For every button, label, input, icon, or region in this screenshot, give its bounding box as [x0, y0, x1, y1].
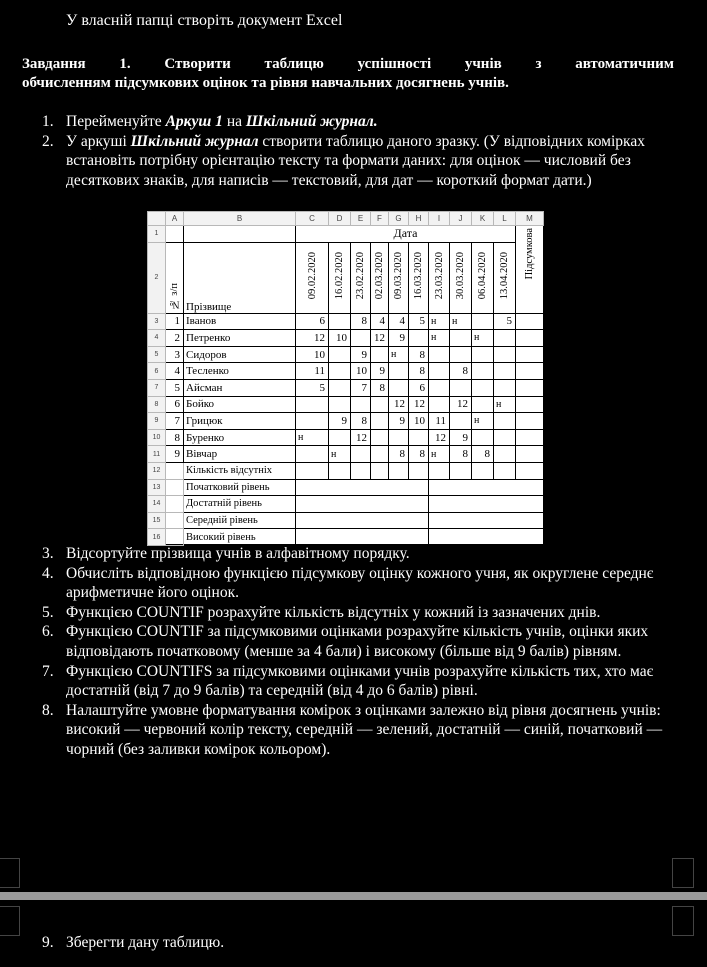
row-header[interactable]: 7: [148, 379, 166, 396]
row-header[interactable]: 5: [148, 346, 166, 363]
level-count-cell[interactable]: [296, 479, 429, 496]
row-header[interactable]: 16: [148, 529, 166, 546]
total-header-text: Підсумкова: [524, 228, 535, 280]
date-header[interactable]: [409, 242, 429, 313]
student-name[interactable]: Грицюк: [184, 413, 296, 430]
absence-cell[interactable]: н: [429, 446, 450, 463]
step-text: У аркуші: [66, 132, 131, 150]
grade-cell[interactable]: [494, 346, 516, 363]
cell[interactable]: [516, 462, 544, 479]
total-cell[interactable]: [516, 413, 544, 430]
grade-cell[interactable]: [389, 379, 409, 396]
level-label[interactable]: Високий рівень: [184, 529, 296, 546]
instruction-step: [42, 662, 682, 701]
level-percent-cell[interactable]: [429, 512, 544, 529]
row-header[interactable]: 1: [148, 226, 166, 243]
grade-cell[interactable]: [494, 330, 516, 347]
date-header[interactable]: [351, 242, 371, 313]
grade-cell[interactable]: [371, 396, 389, 413]
step-text: Обчисліть відповідною функцією підсумкову оцінку кожного учня, як округлене середнє арифметичне його оцінок.: [66, 564, 654, 602]
document-title: У власній папці створіть документ Excel: [66, 12, 343, 29]
grade-cell[interactable]: 8: [351, 313, 371, 330]
grade-cell[interactable]: 12: [371, 330, 389, 347]
heading-word: автоматичним: [575, 56, 674, 72]
step-number: 6.: [42, 623, 54, 641]
grade-cell[interactable]: [429, 346, 450, 363]
column-header[interactable]: I: [429, 212, 450, 226]
student-row: [148, 429, 544, 446]
grade-cell[interactable]: 9: [389, 413, 409, 430]
instructions-list-top: [42, 112, 652, 190]
date-text: 23.03.2020: [433, 252, 445, 300]
level-percent-cell[interactable]: [429, 479, 544, 496]
grade-cell[interactable]: 10: [409, 413, 429, 430]
heading-word: 1.: [119, 56, 131, 72]
instruction-step: [42, 603, 682, 623]
cell[interactable]: [166, 496, 184, 513]
step-number: 1.: [42, 113, 54, 130]
column-header[interactable]: B: [184, 212, 296, 226]
absent-count-cell[interactable]: [429, 462, 450, 479]
date-text: 02.03.2020: [374, 252, 385, 300]
grade-cell[interactable]: 5: [409, 313, 429, 330]
row-header[interactable]: 2: [148, 242, 166, 313]
date-header[interactable]: [389, 242, 409, 313]
cell[interactable]: [166, 226, 184, 243]
absence-cell[interactable]: н: [494, 396, 516, 413]
student-name[interactable]: Бойко: [184, 396, 296, 413]
sheet-table: [147, 211, 544, 546]
grade-cell[interactable]: [329, 379, 351, 396]
step-text: Відсортуйте прізвища учнів в алфавітному порядку.: [66, 545, 410, 562]
step-text: на: [222, 113, 246, 130]
instruction-step: [42, 544, 682, 564]
absence-cell[interactable]: н: [429, 313, 450, 330]
grade-cell[interactable]: [389, 363, 409, 380]
grade-cell[interactable]: [371, 429, 389, 446]
row-header[interactable]: 15: [148, 512, 166, 529]
total-cell[interactable]: [516, 379, 544, 396]
student-row: [148, 330, 544, 347]
instruction-step: [42, 112, 652, 132]
grade-cell[interactable]: [450, 379, 472, 396]
grade-cell[interactable]: [371, 446, 389, 463]
column-header[interactable]: D: [329, 212, 351, 226]
surname-header[interactable]: Прізвище: [184, 242, 296, 313]
column-header[interactable]: G: [389, 212, 409, 226]
grade-cell[interactable]: [329, 396, 351, 413]
row-header[interactable]: 14: [148, 496, 166, 513]
step-text: Функцією COUNTIF за підсумковими оцінками розрахуйте кількість учнів, оцінки яких відповідають початковому (менше за 4 бали) і високому (більше від 9 балів) рівням.: [66, 623, 649, 660]
instruction-step: 9. Зберегти дану таблицю.: [42, 934, 225, 951]
number-header[interactable]: [166, 242, 184, 313]
grade-cell[interactable]: [371, 413, 389, 430]
absence-cell[interactable]: н: [472, 413, 494, 430]
level-label[interactable]: Достатній рівень: [184, 496, 296, 513]
grade-cell[interactable]: [351, 446, 371, 463]
emphasis-text: Аркуш 1: [165, 113, 223, 130]
step-number: 8.: [42, 701, 54, 719]
row-header[interactable]: 4: [148, 330, 166, 347]
grade-cell[interactable]: 8: [389, 446, 409, 463]
student-name[interactable]: Петренко: [184, 330, 296, 347]
instruction-step: [42, 564, 682, 603]
absence-cell[interactable]: н: [450, 313, 472, 330]
grade-cell[interactable]: 8: [472, 446, 494, 463]
step-number: 2.: [42, 132, 54, 150]
absent-count-cell[interactable]: [371, 462, 389, 479]
total-cell[interactable]: [516, 429, 544, 446]
grade-cell[interactable]: 5: [494, 313, 516, 330]
date-group-header[interactable]: Дата: [296, 226, 516, 243]
column-header[interactable]: H: [409, 212, 429, 226]
grade-cell[interactable]: [296, 446, 329, 463]
column-header[interactable]: F: [371, 212, 389, 226]
total-cell[interactable]: [516, 346, 544, 363]
task-heading-line-2: обчисленням підсумкових оцінок та рівня навчальних досягнень учнів.: [22, 75, 509, 91]
date-header[interactable]: [494, 242, 516, 313]
date-text: 09.03.2020: [393, 252, 404, 300]
row-header[interactable]: 6: [148, 363, 166, 380]
grade-cell[interactable]: 12: [409, 396, 429, 413]
student-row: [148, 446, 544, 463]
grade-cell[interactable]: [450, 346, 472, 363]
student-number[interactable]: 3: [166, 346, 184, 363]
date-text: 06.04.2020: [477, 252, 488, 300]
student-number[interactable]: 1: [166, 313, 184, 330]
grade-cell[interactable]: 8: [409, 446, 429, 463]
grade-cell[interactable]: 10: [296, 346, 329, 363]
column-header[interactable]: A: [166, 212, 184, 226]
column-header[interactable]: E: [351, 212, 371, 226]
date-text: 16.03.2020: [413, 252, 424, 300]
student-number[interactable]: 2: [166, 330, 184, 347]
absent-count-label[interactable]: Кількість відсутніх: [184, 462, 296, 479]
grade-cell[interactable]: 12: [296, 330, 329, 347]
grade-cell[interactable]: [351, 330, 371, 347]
grade-cell[interactable]: 6: [409, 379, 429, 396]
absence-cell[interactable]: н: [296, 429, 329, 446]
grade-cell[interactable]: [494, 446, 516, 463]
grade-cell[interactable]: [409, 429, 429, 446]
absent-count-cell[interactable]: [351, 462, 371, 479]
level-percent-cell[interactable]: [429, 496, 544, 513]
date-header[interactable]: [329, 242, 351, 313]
cell[interactable]: [184, 226, 296, 243]
absent-count-cell[interactable]: [450, 462, 472, 479]
absent-count-cell[interactable]: [409, 462, 429, 479]
grade-cell[interactable]: 8: [351, 413, 371, 430]
grade-cell[interactable]: 10: [351, 363, 371, 380]
row-header[interactable]: 8: [148, 396, 166, 413]
grade-cell[interactable]: 8: [371, 379, 389, 396]
total-header[interactable]: [516, 226, 544, 314]
step-text: Функцією COUNTIFS за підсумковими оцінками учнів розрахуйте кількість тих, хто має достатній (від 7 до 9 балів) та середній (від 4 до 6 балів) рівні.: [66, 662, 654, 700]
step-text: створити таблицю даного зразку. (У відповідних комірках встановіть потрібну орієнтацію тексту та формати даних: для оцінок — числовий без десяткових знаків, для написів — текстовий, для дат — короткий формат дати.): [66, 132, 645, 189]
instruction-step: [42, 622, 682, 661]
heading-word: з: [535, 56, 542, 72]
level-count-cell[interactable]: [296, 496, 429, 513]
cell[interactable]: [166, 462, 184, 479]
level-percent-cell[interactable]: [429, 529, 544, 546]
select-all-corner[interactable]: [148, 212, 166, 226]
date-text: 23.02.2020: [355, 252, 366, 300]
grade-cell[interactable]: [472, 346, 494, 363]
grade-cell[interactable]: [429, 379, 450, 396]
grade-cell[interactable]: 5: [296, 379, 329, 396]
grade-cell[interactable]: [472, 429, 494, 446]
row-header[interactable]: 13: [148, 479, 166, 496]
grade-cell[interactable]: [429, 396, 450, 413]
grade-cell[interactable]: 12: [450, 396, 472, 413]
cell[interactable]: [166, 479, 184, 496]
grade-cell[interactable]: [472, 396, 494, 413]
date-header[interactable]: [429, 242, 450, 313]
sheet-row: [148, 226, 544, 243]
sheet-row: [148, 242, 544, 313]
step-text: Функцією COUNTIF розрахуйте кількість відсутніх у кожний із зазначених днів.: [66, 603, 601, 621]
heading-word: таблицю: [264, 56, 324, 72]
grade-cell[interactable]: [296, 413, 329, 430]
task-heading-line-1: [22, 55, 674, 74]
total-cell[interactable]: [516, 313, 544, 330]
grade-cell[interactable]: [409, 330, 429, 347]
grade-cell[interactable]: 9: [389, 330, 409, 347]
level-count-cell[interactable]: [296, 512, 429, 529]
grade-cell[interactable]: [494, 379, 516, 396]
student-number[interactable]: 5: [166, 379, 184, 396]
grade-cell[interactable]: 12: [429, 429, 450, 446]
grade-cell[interactable]: 10: [329, 330, 351, 347]
total-cell[interactable]: [516, 446, 544, 463]
student-number[interactable]: 8: [166, 429, 184, 446]
row-header[interactable]: 12: [148, 462, 166, 479]
student-name[interactable]: Тесленко: [184, 363, 296, 380]
spreadsheet-sample: [147, 211, 543, 544]
date-text: 16.02.2020: [334, 252, 345, 300]
number-header-text: № з/п: [169, 283, 180, 310]
student-number[interactable]: 7: [166, 413, 184, 430]
level-row: [148, 512, 544, 529]
row-header[interactable]: 11: [148, 446, 166, 463]
cell[interactable]: [166, 512, 184, 529]
total-cell[interactable]: [516, 363, 544, 380]
column-header[interactable]: C: [296, 212, 329, 226]
instructions-list-final: [42, 933, 642, 953]
total-cell[interactable]: [516, 330, 544, 347]
total-cell[interactable]: [516, 396, 544, 413]
student-name[interactable]: Айсман: [184, 379, 296, 396]
step-number: 3.: [42, 545, 54, 562]
grade-cell[interactable]: 11: [296, 363, 329, 380]
grade-cell[interactable]: 8: [409, 346, 429, 363]
step-number: 5.: [42, 603, 54, 621]
grade-cell[interactable]: 9: [329, 413, 351, 430]
grade-cell[interactable]: [351, 396, 371, 413]
grade-cell[interactable]: [429, 363, 450, 380]
grade-cell[interactable]: 6: [296, 313, 329, 330]
absent-count-row: [148, 462, 544, 479]
date-header[interactable]: [450, 242, 472, 313]
student-row: [148, 313, 544, 330]
level-row: [148, 496, 544, 513]
grade-cell[interactable]: [494, 429, 516, 446]
grade-cell[interactable]: 9: [351, 346, 371, 363]
absence-cell[interactable]: н: [389, 346, 409, 363]
grade-cell[interactable]: [329, 346, 351, 363]
grade-cell[interactable]: [389, 429, 409, 446]
heading-word: Створити: [164, 56, 231, 72]
step-text: Налаштуйте умовне форматування комірок з оцінками залежно від рівня досягнень учнів: високий — червоний колір тексту, середній — зелений, достатній — синій, початковий — чорний (без заливки комірок кольором).: [66, 701, 663, 758]
date-text: 13.04.2020: [499, 252, 510, 300]
grade-cell[interactable]: [494, 363, 516, 380]
column-header[interactable]: M: [516, 212, 544, 226]
level-label[interactable]: Середній рівень: [184, 512, 296, 529]
step-number: 7.: [42, 662, 54, 680]
student-number[interactable]: 9: [166, 446, 184, 463]
column-header-row: [148, 212, 544, 226]
date-text: 09.02.2020: [306, 252, 318, 300]
student-row: [148, 363, 544, 380]
absent-count-cell[interactable]: [389, 462, 409, 479]
grade-cell[interactable]: [472, 379, 494, 396]
absent-count-cell[interactable]: [472, 462, 494, 479]
absence-cell[interactable]: н: [329, 446, 351, 463]
column-header[interactable]: J: [450, 212, 472, 226]
page-corner-mark-top-left: [0, 858, 20, 888]
date-header[interactable]: [296, 242, 329, 313]
student-name[interactable]: Іванов: [184, 313, 296, 330]
student-name[interactable]: Буренко: [184, 429, 296, 446]
instructions-list-bottom: [42, 544, 682, 760]
column-header[interactable]: L: [494, 212, 516, 226]
student-row: [148, 396, 544, 413]
absent-count-cell[interactable]: [494, 462, 516, 479]
grade-cell[interactable]: 11: [429, 413, 450, 430]
row-header[interactable]: 10: [148, 429, 166, 446]
grade-cell[interactable]: [329, 313, 351, 330]
student-number[interactable]: 4: [166, 363, 184, 380]
grade-cell[interactable]: 12: [389, 396, 409, 413]
instruction-step: [42, 132, 652, 191]
grade-cell[interactable]: [329, 429, 351, 446]
cell[interactable]: [166, 529, 184, 546]
emphasis-text: Шкільний журнал: [130, 132, 259, 150]
grade-cell[interactable]: [472, 363, 494, 380]
grade-cell[interactable]: 4: [371, 313, 389, 330]
student-name[interactable]: Вівчар: [184, 446, 296, 463]
grade-cell[interactable]: 4: [389, 313, 409, 330]
page-corner-mark-top-right: [672, 858, 694, 888]
level-count-cell[interactable]: [296, 529, 429, 546]
absence-cell[interactable]: н: [472, 330, 494, 347]
grade-cell[interactable]: [371, 346, 389, 363]
level-label[interactable]: Початковий рівень: [184, 479, 296, 496]
grade-cell[interactable]: [450, 413, 472, 430]
heading-word: успішності: [357, 56, 432, 72]
column-header[interactable]: K: [472, 212, 494, 226]
instruction-step: [42, 701, 682, 760]
grade-cell[interactable]: [296, 396, 329, 413]
grade-cell[interactable]: [329, 363, 351, 380]
grade-cell[interactable]: 12: [351, 429, 371, 446]
row-header[interactable]: 9: [148, 413, 166, 430]
grade-cell[interactable]: [472, 313, 494, 330]
date-header[interactable]: [371, 242, 389, 313]
task-heading: [22, 55, 674, 93]
date-text: 30.03.2020: [455, 252, 466, 300]
grade-cell[interactable]: 8: [450, 363, 472, 380]
absence-cell[interactable]: н: [429, 330, 450, 347]
page-break-divider: [0, 892, 707, 900]
heading-word: Завдання: [22, 56, 86, 72]
date-header[interactable]: [472, 242, 494, 313]
page-corner-mark-bottom-left: [0, 906, 20, 936]
step-number: 4.: [42, 564, 54, 582]
absent-count-cell[interactable]: [296, 462, 329, 479]
grade-cell[interactable]: 7: [351, 379, 371, 396]
grade-cell[interactable]: [494, 413, 516, 430]
level-row: [148, 479, 544, 496]
grade-cell[interactable]: 9: [371, 363, 389, 380]
emphasis-text: Шкільний журнал.: [245, 113, 378, 130]
grade-cell[interactable]: 8: [409, 363, 429, 380]
step-text: Перейменуйте: [66, 113, 166, 130]
grade-cell[interactable]: 9: [450, 429, 472, 446]
student-row: [148, 346, 544, 363]
page-corner-mark-bottom-right: [672, 906, 694, 936]
student-number[interactable]: 6: [166, 396, 184, 413]
absent-count-cell[interactable]: [329, 462, 351, 479]
student-name[interactable]: Сидоров: [184, 346, 296, 363]
level-row: [148, 529, 544, 546]
student-row: [148, 413, 544, 430]
row-header[interactable]: 3: [148, 313, 166, 330]
grade-cell[interactable]: [450, 330, 472, 347]
student-row: [148, 379, 544, 396]
grade-cell[interactable]: 8: [450, 446, 472, 463]
heading-word: учнів: [464, 56, 502, 72]
